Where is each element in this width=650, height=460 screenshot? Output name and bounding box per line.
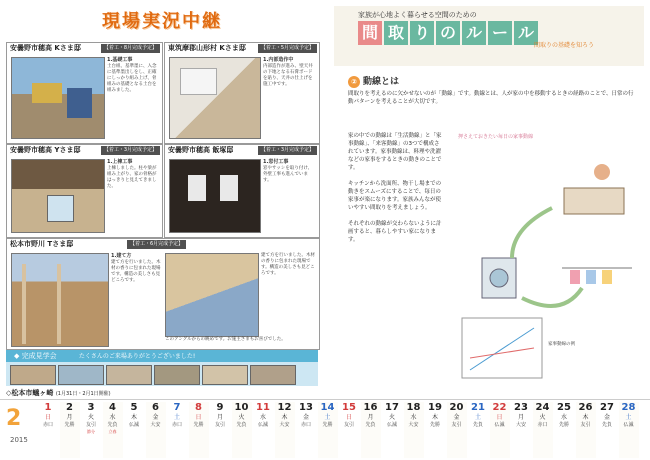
calendar-day: [253, 402, 273, 458]
title-char: の: [436, 21, 460, 45]
site-location: 安曇野市穂高 Yさま邸: [10, 146, 81, 154]
day-event: 節分: [87, 429, 95, 434]
calendar-day: [597, 402, 617, 458]
day-weekday: 火: [539, 414, 546, 421]
title-char: 間: [358, 21, 382, 45]
site-card-3: [6, 144, 163, 238]
day-number: 18: [406, 402, 421, 413]
day-rokuyo: 仏滅: [128, 422, 139, 428]
day-rokuyo: 友引: [451, 422, 462, 428]
day-weekday: 水: [410, 414, 417, 421]
day-rokuyo: 友引: [343, 422, 354, 428]
day-weekday: 金: [152, 414, 159, 421]
day-number: 24: [535, 402, 550, 413]
site-card-5: [6, 238, 320, 350]
event-photo: [10, 365, 56, 385]
day-rokuyo: 仏滅: [494, 422, 505, 428]
day-rokuyo: 先負: [365, 422, 376, 428]
day-rokuyo: 仏滅: [386, 422, 397, 428]
site-note-body: 上棟しました。柱や梁が組み上がり、家の骨格がはっきりと見えてきました。: [107, 166, 157, 189]
day-weekday: 月: [517, 414, 524, 421]
day-number: 17: [385, 402, 399, 413]
interior-photo: [165, 253, 259, 337]
flow-chart-frame: [462, 318, 542, 378]
article-tag: 間取りの基礎を知ろう: [534, 42, 595, 49]
day-number: 19: [428, 402, 442, 413]
site-note: [263, 57, 316, 88]
event-photo: [202, 365, 248, 385]
day-rokuyo: 先負: [236, 422, 247, 428]
calendar-day: [447, 402, 467, 458]
day-rokuyo: 先負: [472, 422, 483, 428]
banner-icon: ◆: [14, 352, 22, 360]
day-weekday: 月: [66, 414, 73, 421]
section-heading: [348, 74, 399, 88]
article-header: [334, 6, 644, 66]
day-weekday: 日: [496, 414, 503, 421]
site-badge: 【着工・3月完成予定】: [101, 146, 160, 155]
day-weekday: 月: [216, 414, 223, 421]
day-weekday: 火: [238, 414, 245, 421]
day-number: 5: [130, 402, 138, 413]
day-event: 立春: [108, 429, 117, 434]
article-para: それぞれの動線が交わらないように計画すると、暮らしやすい家になります。: [348, 221, 442, 243]
site-note: [107, 57, 159, 94]
illust-caption: 押さえておきたい毎日の家事動線: [458, 134, 534, 140]
day-weekday: 水: [259, 414, 266, 421]
site-location: 安曇野市穂高 飯塚邸: [168, 146, 234, 154]
calendar-day: [511, 402, 531, 458]
site-photo: [11, 57, 105, 139]
title-char: ー: [488, 21, 512, 45]
banner-title: 完成見学会: [21, 352, 57, 360]
day-number: 21: [471, 402, 485, 413]
site-note-heading: 1.内部造作中: [263, 57, 294, 63]
day-weekday: 金: [302, 414, 309, 421]
day-rokuyo: 先勝: [322, 422, 333, 428]
day-rokuyo: 先負: [601, 422, 612, 428]
day-weekday: 木: [281, 414, 288, 421]
site-photo: [11, 159, 105, 233]
calendar-day: [167, 402, 187, 458]
site-card-2: [164, 42, 320, 144]
calendar-year: 2015: [10, 436, 28, 444]
calendar-day: [81, 402, 101, 458]
event-photo: [154, 365, 200, 385]
site-note-body: 建て方を行いました。木材の香りに包まれた現場です。構造の美しさも見どころです。: [111, 260, 161, 283]
event-photo: [106, 365, 152, 385]
site-photo: [11, 253, 109, 347]
day-rokuyo: 大安: [279, 422, 290, 428]
site-note: [107, 159, 159, 190]
site-note: [111, 253, 161, 284]
day-rokuyo: 大安: [150, 422, 161, 428]
day-weekday: 日: [44, 414, 51, 421]
day-rokuyo: 大安: [408, 422, 419, 428]
venue-note: (1月31日・2月1日開催): [55, 391, 111, 397]
venue-icon: ◇: [6, 389, 12, 397]
day-number: 9: [216, 402, 224, 413]
calendar-day: [554, 402, 574, 458]
day-number: 13: [299, 402, 313, 413]
site-note-heading: 1.建て方: [111, 253, 132, 259]
event-photo: [58, 365, 104, 385]
day-number: 7: [173, 402, 181, 413]
day-rokuyo: 友引: [214, 422, 225, 428]
right-page: [334, 6, 644, 398]
event-photo: [250, 365, 296, 385]
site-note-heading: 1.窓付工事: [263, 159, 289, 165]
calendar-day: [619, 402, 639, 458]
day-number: 11: [256, 402, 270, 413]
day-number: 1: [44, 402, 52, 413]
site-note: [263, 159, 316, 184]
day-number: 26: [578, 402, 593, 413]
day-rokuyo: 赤口: [537, 422, 548, 428]
site-photo: [169, 159, 261, 233]
site-photo: [169, 57, 261, 139]
chart-note: 家事動線の例: [548, 342, 575, 347]
calendar-day: [103, 402, 123, 458]
calendar-day: [533, 402, 553, 458]
day-number: 12: [277, 402, 292, 413]
day-number: 4: [109, 402, 116, 413]
title-char: ル: [514, 21, 538, 45]
day-rokuyo: 先勝: [429, 422, 440, 428]
article-intro: 間取りを考えるのに欠かせないのが「動線」です。動線とは、人が家の中を移動するときの経路のことで、日常の行動パターンを考えることが大切です。: [348, 91, 634, 105]
article-title: [358, 21, 540, 47]
article-para: 家の中での動線は「生活動線」と「家事動線」、「来客動線」の3つで構成されています。家事動線は、料理や洗濯などの家事をするときの動きのことです。: [348, 133, 442, 171]
side-note: [261, 253, 315, 277]
calendar-day: [296, 402, 316, 458]
day-weekday: 土: [625, 414, 632, 421]
banner-subtitle: たくさんのご来場ありがとうございました!: [78, 353, 196, 360]
photo-caption: このアングルからの眺めです。お施主さまもお喜びでした。: [165, 337, 286, 342]
article-col-1: [348, 132, 444, 244]
calendar-day: [146, 402, 166, 458]
day-rokuyo: 仏滅: [257, 422, 268, 428]
day-weekday: 水: [560, 414, 567, 421]
day-number: 20: [449, 402, 464, 413]
calendar-day: [189, 402, 209, 458]
day-rokuyo: 先勝: [64, 422, 75, 428]
site-card-4: [164, 144, 320, 238]
site-location: 安曇野市穂高 Kさま邸: [10, 44, 81, 52]
calendar-day: [275, 402, 295, 458]
calendar-day: [361, 402, 381, 458]
calendar-day: [124, 402, 144, 458]
day-rokuyo: 赤口: [171, 422, 182, 428]
day-rokuyo: 大安: [515, 422, 526, 428]
day-weekday: 日: [195, 414, 202, 421]
day-number: 25: [557, 402, 571, 413]
site-note-body: 内部造作が進み、壁天井の下地となる石膏ボードを貼り、天井の仕上げを施工中です。: [263, 64, 313, 87]
site-note-heading: 1.上棟工事: [107, 159, 133, 165]
site-badge: 【着工・8月完成予定】: [101, 44, 160, 53]
illustration-svg: [452, 148, 638, 388]
site-badge: 【着工・6月完成予定】: [127, 240, 186, 249]
day-number: 6: [152, 402, 159, 413]
day-rokuyo: 友引: [85, 422, 96, 428]
day-weekday: 土: [474, 414, 481, 421]
calendar-day: [60, 402, 80, 458]
flow-arrow: [522, 288, 582, 306]
day-number: 22: [492, 402, 507, 413]
calendar-month: 2: [6, 406, 22, 431]
calendar-day: [232, 402, 252, 458]
event-photo-strip: [6, 362, 318, 386]
article-para: キッチンから洗面所、物干し場までの動きをスムーズにすることで、毎日の家事が楽になります。家族みんなが使いやすい間取りを考えましょう。: [348, 181, 442, 211]
day-weekday: 木: [431, 414, 438, 421]
calendar-day: [490, 402, 510, 458]
day-weekday: 日: [345, 414, 352, 421]
day-weekday: 金: [603, 414, 610, 421]
person-icon: [594, 164, 610, 180]
calendar-day: [210, 402, 230, 458]
day-weekday: 木: [130, 414, 137, 421]
site-note-body: 土台組、基準墨に、入念に基準墨出しをし、正確にしっかり組み上げ、骨組みの基礎となる土台を組みました。: [107, 64, 157, 93]
day-rokuyo: 仏滅: [623, 422, 634, 428]
calendar-strip: [0, 399, 650, 460]
day-weekday: 木: [582, 414, 589, 421]
calendar-day: [468, 402, 488, 458]
day-number: 3: [87, 402, 95, 413]
flow-arrow: [512, 208, 552, 258]
day-rokuyo: 赤口: [300, 422, 311, 428]
title-char: 取: [384, 21, 408, 45]
calendar-day: [404, 402, 424, 458]
left-page: [6, 6, 318, 396]
day-number: 15: [342, 402, 356, 413]
day-number: 23: [514, 402, 528, 413]
day-rokuyo: 先勝: [558, 422, 569, 428]
day-rokuyo: 先勝: [193, 422, 204, 428]
article-subtitle: 家族が心地よく暮らせる空間のための: [358, 11, 477, 19]
calendar-day: [339, 402, 359, 458]
side-note-body: 建て方を行いました。木材の香りに包まれた現場です。構造の美しさも見どころです。: [261, 253, 315, 276]
calendar-day: [318, 402, 338, 458]
day-weekday: 火: [87, 414, 94, 421]
section-number: ②: [348, 76, 360, 88]
calendar-day: [425, 402, 445, 458]
site-location: 東筑摩郡山形村 Kさま邸: [168, 44, 246, 52]
site-card-1: [6, 42, 163, 144]
day-weekday: 月: [367, 414, 374, 421]
day-rokuyo: 先負: [107, 422, 118, 428]
day-weekday: 土: [173, 414, 180, 421]
day-number: 8: [195, 402, 202, 413]
day-weekday: 火: [388, 414, 395, 421]
washer-door: [490, 269, 508, 287]
day-rokuyo: 赤口: [42, 422, 53, 428]
venue-name: 松本市蟻ヶ崎: [11, 389, 54, 397]
laundry-item: [602, 270, 612, 284]
site-badge: 【着工・3月完成予定】: [258, 146, 317, 155]
day-rokuyo: 友引: [580, 422, 591, 428]
calendar-day: [38, 402, 58, 458]
laundry-item: [586, 270, 596, 284]
day-number: 16: [363, 402, 378, 413]
site-note-heading: 1.基礎工事: [107, 57, 133, 63]
calendar-day: [382, 402, 402, 458]
page-title: 現場実況中継: [102, 11, 222, 32]
event-banner: [6, 350, 318, 362]
day-weekday: 土: [324, 414, 331, 421]
day-number: 2: [66, 402, 73, 413]
laundry-item: [570, 270, 580, 284]
day-number: 10: [234, 402, 249, 413]
title-char: り: [410, 21, 434, 45]
day-number: 14: [320, 402, 335, 413]
calendar-day: [576, 402, 596, 458]
section-title: 動線とは: [363, 77, 400, 87]
day-weekday: 金: [453, 414, 460, 421]
day-number: 27: [600, 402, 614, 413]
kitchen-counter: [564, 188, 624, 214]
site-location: 松本市野川 Tさま邸: [10, 240, 74, 248]
site-note-body: 窓やサッシを取り付け、外壁工事も進んでいます。: [263, 166, 313, 183]
day-number: 28: [621, 402, 636, 413]
event-venue: [6, 388, 111, 398]
site-badge: 【着工・5月完成予定】: [258, 44, 317, 53]
housework-illustration: [452, 132, 638, 392]
title-char: ル: [462, 21, 486, 45]
day-weekday: 水: [109, 414, 116, 421]
